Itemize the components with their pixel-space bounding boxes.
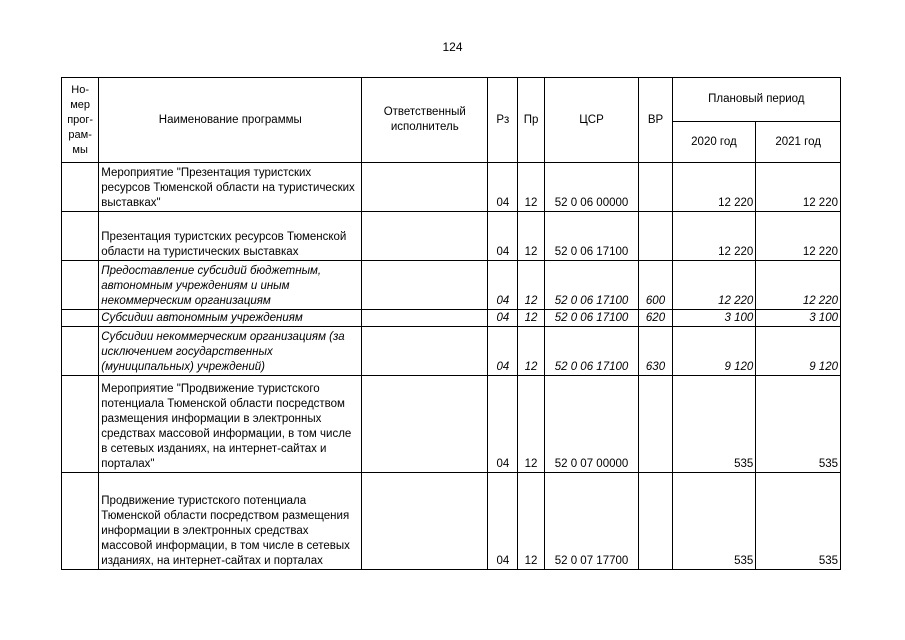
executor-cell	[362, 376, 488, 473]
header-csr: ЦСР	[544, 78, 639, 163]
table-row	[62, 212, 841, 261]
header-pr: Пр	[518, 78, 544, 163]
pr-cell: 12	[518, 376, 544, 473]
executor-cell	[362, 327, 488, 376]
budget-table	[61, 77, 841, 570]
rz-cell: 04	[488, 212, 518, 261]
program-number-cell	[62, 327, 99, 376]
amount-2020-cell: 535	[672, 376, 756, 473]
program-name-cell: Субсидии автономным учреждениям	[99, 310, 362, 327]
executor-cell	[362, 310, 488, 327]
csr-cell: 52 0 06 00000	[544, 163, 639, 212]
csr-cell: 52 0 07 00000	[544, 376, 639, 473]
page-number: 124	[442, 40, 463, 54]
rz-cell: 04	[488, 310, 518, 327]
program-number-cell	[62, 212, 99, 261]
amount-2020-cell: 12 220	[672, 261, 756, 310]
amount-2020-cell: 12 220	[672, 212, 756, 261]
rz-cell: 04	[488, 473, 518, 570]
header-executor: Ответственный исполнитель	[362, 78, 488, 163]
header-program-name: Наименование программы	[99, 78, 362, 163]
program-number-cell	[62, 310, 99, 327]
amount-2020-cell: 12 220	[672, 163, 756, 212]
program-name-cell: Мероприятие "Презентация туристских ресурсов Тюменской области на туристических выставках"	[99, 163, 362, 212]
program-name-cell: Продвижение туристского потенциала Тюменской области посредством размещения информации в электронных средствах массовой информации, в том числе в сетевых изданиях, на интернет-сайтах и порталах	[99, 473, 362, 570]
header-planned-period: Плановый период	[672, 78, 840, 122]
rz-cell: 04	[488, 376, 518, 473]
executor-cell	[362, 473, 488, 570]
amount-2021-cell: 9 120	[756, 327, 841, 376]
header-program-number: Но- мер прог- рам- мы	[62, 78, 99, 163]
executor-cell	[362, 261, 488, 310]
table-row	[62, 376, 841, 473]
rz-cell: 04	[488, 327, 518, 376]
header-vr: ВР	[639, 78, 672, 163]
program-number-cell	[62, 473, 99, 570]
vr-cell: 600	[639, 261, 672, 310]
amount-2020-cell: 9 120	[672, 327, 756, 376]
amount-2021-cell: 12 220	[756, 261, 841, 310]
table-row	[62, 473, 841, 570]
vr-cell	[639, 163, 672, 212]
csr-cell: 52 0 06 17100	[544, 212, 639, 261]
amount-2020-cell: 3 100	[672, 310, 756, 327]
rz-cell: 04	[488, 163, 518, 212]
program-number-cell	[62, 376, 99, 473]
program-name-cell: Предоставление субсидий бюджетным, автономным учреждениям и иным некоммерческим организациям	[99, 261, 362, 310]
pr-cell: 12	[518, 473, 544, 570]
pr-cell: 12	[518, 212, 544, 261]
csr-cell: 52 0 06 17100	[544, 261, 639, 310]
program-number-cell	[62, 163, 99, 212]
rz-cell: 04	[488, 261, 518, 310]
pr-cell: 12	[518, 261, 544, 310]
csr-cell: 52 0 07 17700	[544, 473, 639, 570]
header-year-2020: 2020 год	[672, 122, 756, 163]
table-row	[62, 327, 841, 376]
amount-2021-cell: 12 220	[756, 212, 841, 261]
amount-2021-cell: 535	[756, 473, 841, 570]
header-year-2021: 2021 год	[756, 122, 841, 163]
vr-cell	[639, 376, 672, 473]
executor-cell	[362, 163, 488, 212]
pr-cell: 12	[518, 163, 544, 212]
amount-2021-cell: 12 220	[756, 163, 841, 212]
header-rz: Рз	[488, 78, 518, 163]
program-name-cell: Презентация туристских ресурсов Тюменской области на туристических выставках	[99, 212, 362, 261]
csr-cell: 52 0 06 17100	[544, 310, 639, 327]
program-name-cell: Субсидии некоммерческим организациям (за исключением государственных (муниципальных) учреждений)	[99, 327, 362, 376]
amount-2021-cell: 535	[756, 376, 841, 473]
amount-2020-cell: 535	[672, 473, 756, 570]
vr-cell	[639, 212, 672, 261]
amount-2021-cell: 3 100	[756, 310, 841, 327]
vr-cell	[639, 473, 672, 570]
vr-cell: 620	[639, 310, 672, 327]
vr-cell: 630	[639, 327, 672, 376]
csr-cell: 52 0 06 17100	[544, 327, 639, 376]
pr-cell: 12	[518, 310, 544, 327]
table-row	[62, 261, 841, 310]
table-row	[62, 310, 841, 327]
pr-cell: 12	[518, 327, 544, 376]
program-name-cell: Мероприятие "Продвижение туристского потенциала Тюменской области посредством размещения информации в электронных средствах массовой информации, в том числе в сетевых изданиях, на интернет-сайтах и порталах"	[99, 376, 362, 473]
executor-cell	[362, 212, 488, 261]
table-row	[62, 163, 841, 212]
program-number-cell	[62, 261, 99, 310]
